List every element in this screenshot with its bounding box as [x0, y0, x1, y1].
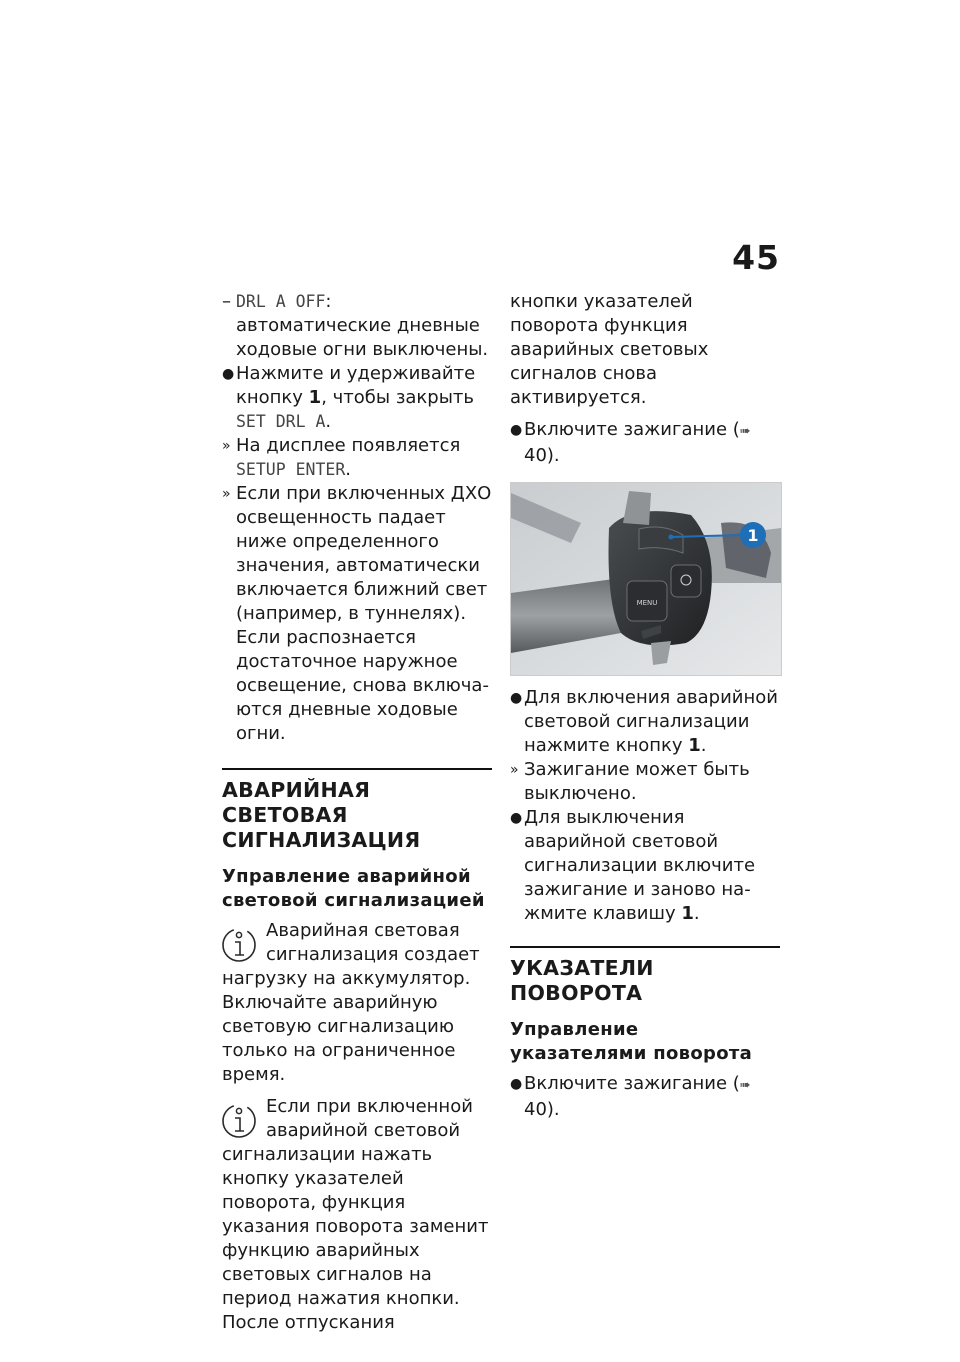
photo-callout-label: 1 — [747, 526, 759, 545]
note-text: Если при включенной аварийной световой сигнализации нажать кнопку указателей поворота, функция указания поворота заменит функцию аварийных световых сигналов на период нажатия кнопки. После отпускания — [222, 1096, 489, 1333]
list-item-ignition-2 — [510, 1072, 780, 1122]
continuation-text: кнопки указателей поворота функция аварийных световых сигналов снова активируется. — [510, 291, 709, 408]
info-icon — [220, 1099, 258, 1143]
list-item-text: Для включения аварийной световой сигнализации нажмите кнопку — [524, 687, 778, 756]
punctuation: ). — [546, 1099, 560, 1120]
punctuation: . — [700, 735, 707, 756]
info-note-turn-signal — [222, 1095, 492, 1335]
list-item-text: На дисплее появляется — [236, 435, 461, 456]
bullet-dot: ● — [510, 1076, 523, 1092]
punctuation: . — [345, 459, 352, 480]
section-divider — [222, 768, 492, 770]
list-item-hazard-on — [510, 686, 780, 758]
display-code: DRL A OFF — [236, 292, 326, 311]
subsection-title-hazard-control: Управление аварийной световой сигнализацией — [222, 866, 485, 911]
punctuation: ). — [546, 445, 560, 466]
list-item-text: Нажмите и удерживайте кнопку — [236, 363, 476, 408]
result-arrow: » — [222, 486, 231, 502]
key-reference: 1 — [308, 387, 322, 408]
page-number: 45 — [732, 238, 780, 277]
display-code: SET DRL A — [236, 412, 326, 431]
bullet-dot: ● — [510, 690, 523, 706]
list-item-drl-off — [222, 290, 492, 362]
bullet-dot: ● — [510, 810, 523, 826]
result-arrow: » — [222, 438, 231, 454]
list-item-text: Зажигание может быть выключено. — [524, 759, 750, 804]
list-item-text: , чтобы закрыть — [321, 387, 475, 408]
list-item-text: Если при включенных ДХО освещенность падает ниже определенного значения, автоматически включается ближний свет (например, в туннелях). Если распознается достаточное наружное освещение, снова включаются дневные ходовые огни. — [236, 483, 492, 744]
info-icon — [220, 923, 258, 967]
result-item-display — [222, 434, 492, 482]
result-item-drl-auto — [222, 482, 492, 746]
list-item-text: Включите зажигание ( — [524, 1073, 740, 1094]
switch-cluster-photo — [510, 482, 782, 676]
key-reference: 1 — [681, 903, 694, 924]
result-item-ignition-off — [510, 758, 780, 806]
note-text: Аварийная световая сигнализация создает нагрузку на аккумулятор. Включайте аварийную световую сигнализацию только на ограниченное время. — [222, 920, 480, 1085]
left-column — [222, 290, 492, 1343]
bullet-dot: ● — [222, 366, 235, 382]
right-column — [510, 290, 780, 1122]
reference-arrow-icon: ➠ — [739, 1078, 751, 1093]
punctuation: . — [325, 411, 332, 432]
bullet-dot: ● — [510, 422, 523, 438]
section-title-hazard: АВАРИЙНАЯ СВЕТОВАЯ СИГНАЛИЗАЦИЯ — [222, 778, 421, 852]
dash-marker: – — [222, 291, 231, 312]
page-reference: 40 — [524, 445, 547, 466]
list-item-ignition — [510, 418, 780, 468]
result-arrow: » — [510, 762, 519, 778]
info-note-battery — [222, 919, 492, 1087]
punctuation: . — [693, 903, 700, 924]
list-item-text: Включите зажигание ( — [524, 419, 740, 440]
page-reference: 40 — [524, 1099, 547, 1120]
list-item-text: Для выключения аварийной световой сигнализации включите зажигание и заново нажмите клавишу — [524, 807, 756, 924]
photo-button-label: MENU — [636, 599, 658, 607]
list-item-press-button — [222, 362, 492, 434]
subsection-title-turn-signal-control: Управление указателями поворота — [510, 1019, 753, 1064]
section-divider — [510, 946, 780, 948]
display-code: SETUP ENTER — [236, 460, 346, 479]
list-item-text: : автоматические дневные ходовые огни выключены. — [236, 291, 489, 360]
list-item-hazard-off — [510, 806, 780, 926]
section-title-turn-signals: УКАЗАТЕЛИ ПОВОРОТА — [510, 956, 654, 1005]
key-reference: 1 — [688, 735, 701, 756]
reference-arrow-icon: ➠ — [739, 424, 751, 439]
